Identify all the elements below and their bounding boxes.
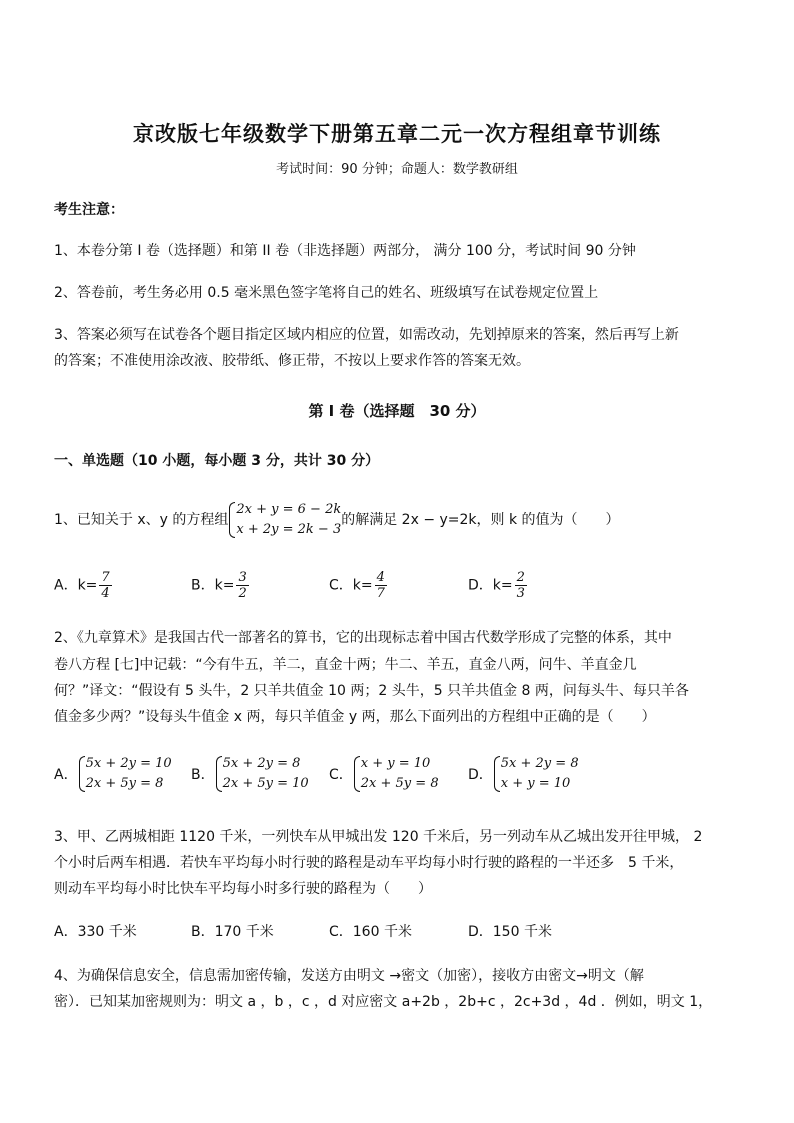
- q1-eq2: x + 2y = 2k − 3: [236, 522, 342, 537]
- equation-line: x + y = 10: [360, 756, 431, 771]
- q3-line-1: 3、甲、乙两城相距 1120 千米，一列快车从甲城出发 120 千米后，另一列动车从乙城出发开往甲城， 2: [54, 829, 703, 845]
- equation-line: 2x + 5y = 8: [360, 776, 439, 791]
- notice-item-1: 1、本卷分第 I 卷（选择题）和第 II 卷（非选择题）两部分， 满分 100 分，考试时间 90 分钟: [54, 243, 636, 259]
- q1-equation-system: [228, 500, 341, 540]
- q1-option-d[interactable]: [468, 570, 527, 601]
- q1-prefix: 1、已知关于 x、y 的方程组: [54, 512, 229, 528]
- q2-option-c-system: [353, 754, 439, 794]
- q2-option-b-label: B．: [191, 767, 215, 783]
- q2-option-a-label: A．: [54, 767, 78, 783]
- q2-option-d-label: D．: [468, 767, 493, 783]
- exam-subtitle: 考试时间：90 分钟；命题人：数学教研组: [276, 162, 518, 177]
- q2-option-d[interactable]: [468, 754, 579, 794]
- q1-option-a-fraction: [99, 570, 111, 601]
- section-heading: 一、单选题（10 小题，每小题 3 分，共计 30 分）: [54, 453, 380, 469]
- q4-line-2: 密）．已知某加密规则为：明文 a ，b ，c ，d 对应密文 a+2b ，2b+c ，2c+3d ，4d ．例如，明文 1，: [54, 994, 713, 1010]
- q1-option-b-label: B．k=: [191, 577, 235, 594]
- q2-option-d-system: [493, 754, 579, 794]
- fraction-numerator: 4: [376, 570, 385, 585]
- fraction-denominator: 7: [376, 586, 385, 601]
- q1-option-d-label: D．k=: [468, 577, 513, 594]
- fraction-numerator: 2: [516, 570, 525, 585]
- q2-option-a[interactable]: [54, 754, 172, 794]
- q2-line-3: 何？”译文：“假设有 5 头牛，2 只羊共值金 10 两；2 头牛，5 只羊共值金 8 两，问每头牛、每只羊各: [54, 683, 689, 699]
- equation-line: 2x + 5y = 10: [222, 776, 309, 791]
- q3-line-2: 个小时后两车相遇．若快车平均每小时行驶的路程是动车平均每小时行驶的路程的一半还多 5 千米，: [54, 855, 684, 871]
- q1-option-c-label: C．k=: [329, 577, 373, 594]
- part1-title: 第 I 卷（选择题 30 分）: [308, 402, 486, 420]
- equation-line: x + y = 10: [500, 776, 571, 791]
- q1-option-d-fraction: [515, 570, 527, 601]
- q2-option-b[interactable]: [191, 754, 309, 794]
- equation-line: 2x + 5y = 8: [85, 776, 164, 791]
- q1-option-b-fraction: [236, 570, 248, 601]
- fraction-numerator: 3: [238, 570, 247, 585]
- notice-item-3: 3、答案必须写在试卷各个题目指定区域内相应的位置，如需改动，先划掉原来的答案，然后再写上新: [54, 327, 679, 343]
- q2-option-c-label: C．: [329, 767, 353, 783]
- q3-option-d[interactable]: D．150 千米: [468, 924, 552, 940]
- q2-line-1: 2、《九章算术》是我国古代一部著名的算书，它的出现标志着中国古代数学形成了完整的体系，其中: [54, 630, 672, 646]
- equation-line: 5x + 2y = 10: [85, 756, 172, 771]
- q1-option-a[interactable]: [54, 570, 112, 601]
- notice-item-3-cont: 的答案；不准使用涂改液、胶带纸、修正带，不按以上要求作答的答案无效。: [54, 353, 530, 369]
- fraction-denominator: 2: [238, 586, 247, 601]
- equation-line: 5x + 2y = 8: [500, 756, 579, 771]
- q1-option-a-label: A．k=: [54, 577, 98, 594]
- q1-eq1: 2x + y = 6 − 2k: [236, 502, 342, 517]
- fraction-numerator: 7: [101, 570, 110, 585]
- notice-heading: 考生注意：: [54, 202, 124, 218]
- q1-option-c-fraction: [375, 570, 387, 601]
- fraction-denominator: 3: [516, 586, 525, 601]
- question-1: [54, 496, 620, 544]
- exam-title: 京改版七年级数学下册第五章二元一次方程组章节训练: [133, 121, 661, 146]
- q3-line-3: 则动车平均每小时比快车平均每小时多行驶的路程为（ ）: [54, 881, 432, 897]
- q1-option-b[interactable]: [191, 570, 249, 601]
- notice-item-2: 2、答卷前，考生务必用 0.5 毫米黑色签字笔将自己的姓名、班级填写在试卷规定位置上: [54, 285, 599, 301]
- q3-option-b[interactable]: B．170 千米: [191, 924, 274, 940]
- q2-option-a-system: [78, 754, 172, 794]
- q2-option-c[interactable]: [329, 754, 439, 794]
- q2-line-4: 值金多少两？”设每头牛值金 x 两，每只羊值金 y 两，那么下面列出的方程组中正确的是（ ）: [54, 709, 656, 725]
- q3-option-a[interactable]: A．330 千米: [54, 924, 137, 940]
- q4-line-1: 4、为确保信息安全，信息需加密传输，发送方由明文 →密文（加密），接收方由密文→明文（解: [54, 968, 644, 984]
- fraction-denominator: 4: [101, 586, 110, 601]
- q3-option-c[interactable]: C．160 千米: [329, 924, 412, 940]
- q2-line-2: 卷八方程 [七]中记载：“今有牛五，羊二，直金十两；牛二、羊五，直金八两，问牛、羊直金几: [54, 657, 637, 673]
- q1-option-c[interactable]: [329, 570, 387, 601]
- equation-line: 5x + 2y = 8: [222, 756, 301, 771]
- q2-option-b-system: [215, 754, 309, 794]
- q1-suffix: 的解满足 2x − y=2k，则 k 的值为（ ）: [341, 512, 620, 528]
